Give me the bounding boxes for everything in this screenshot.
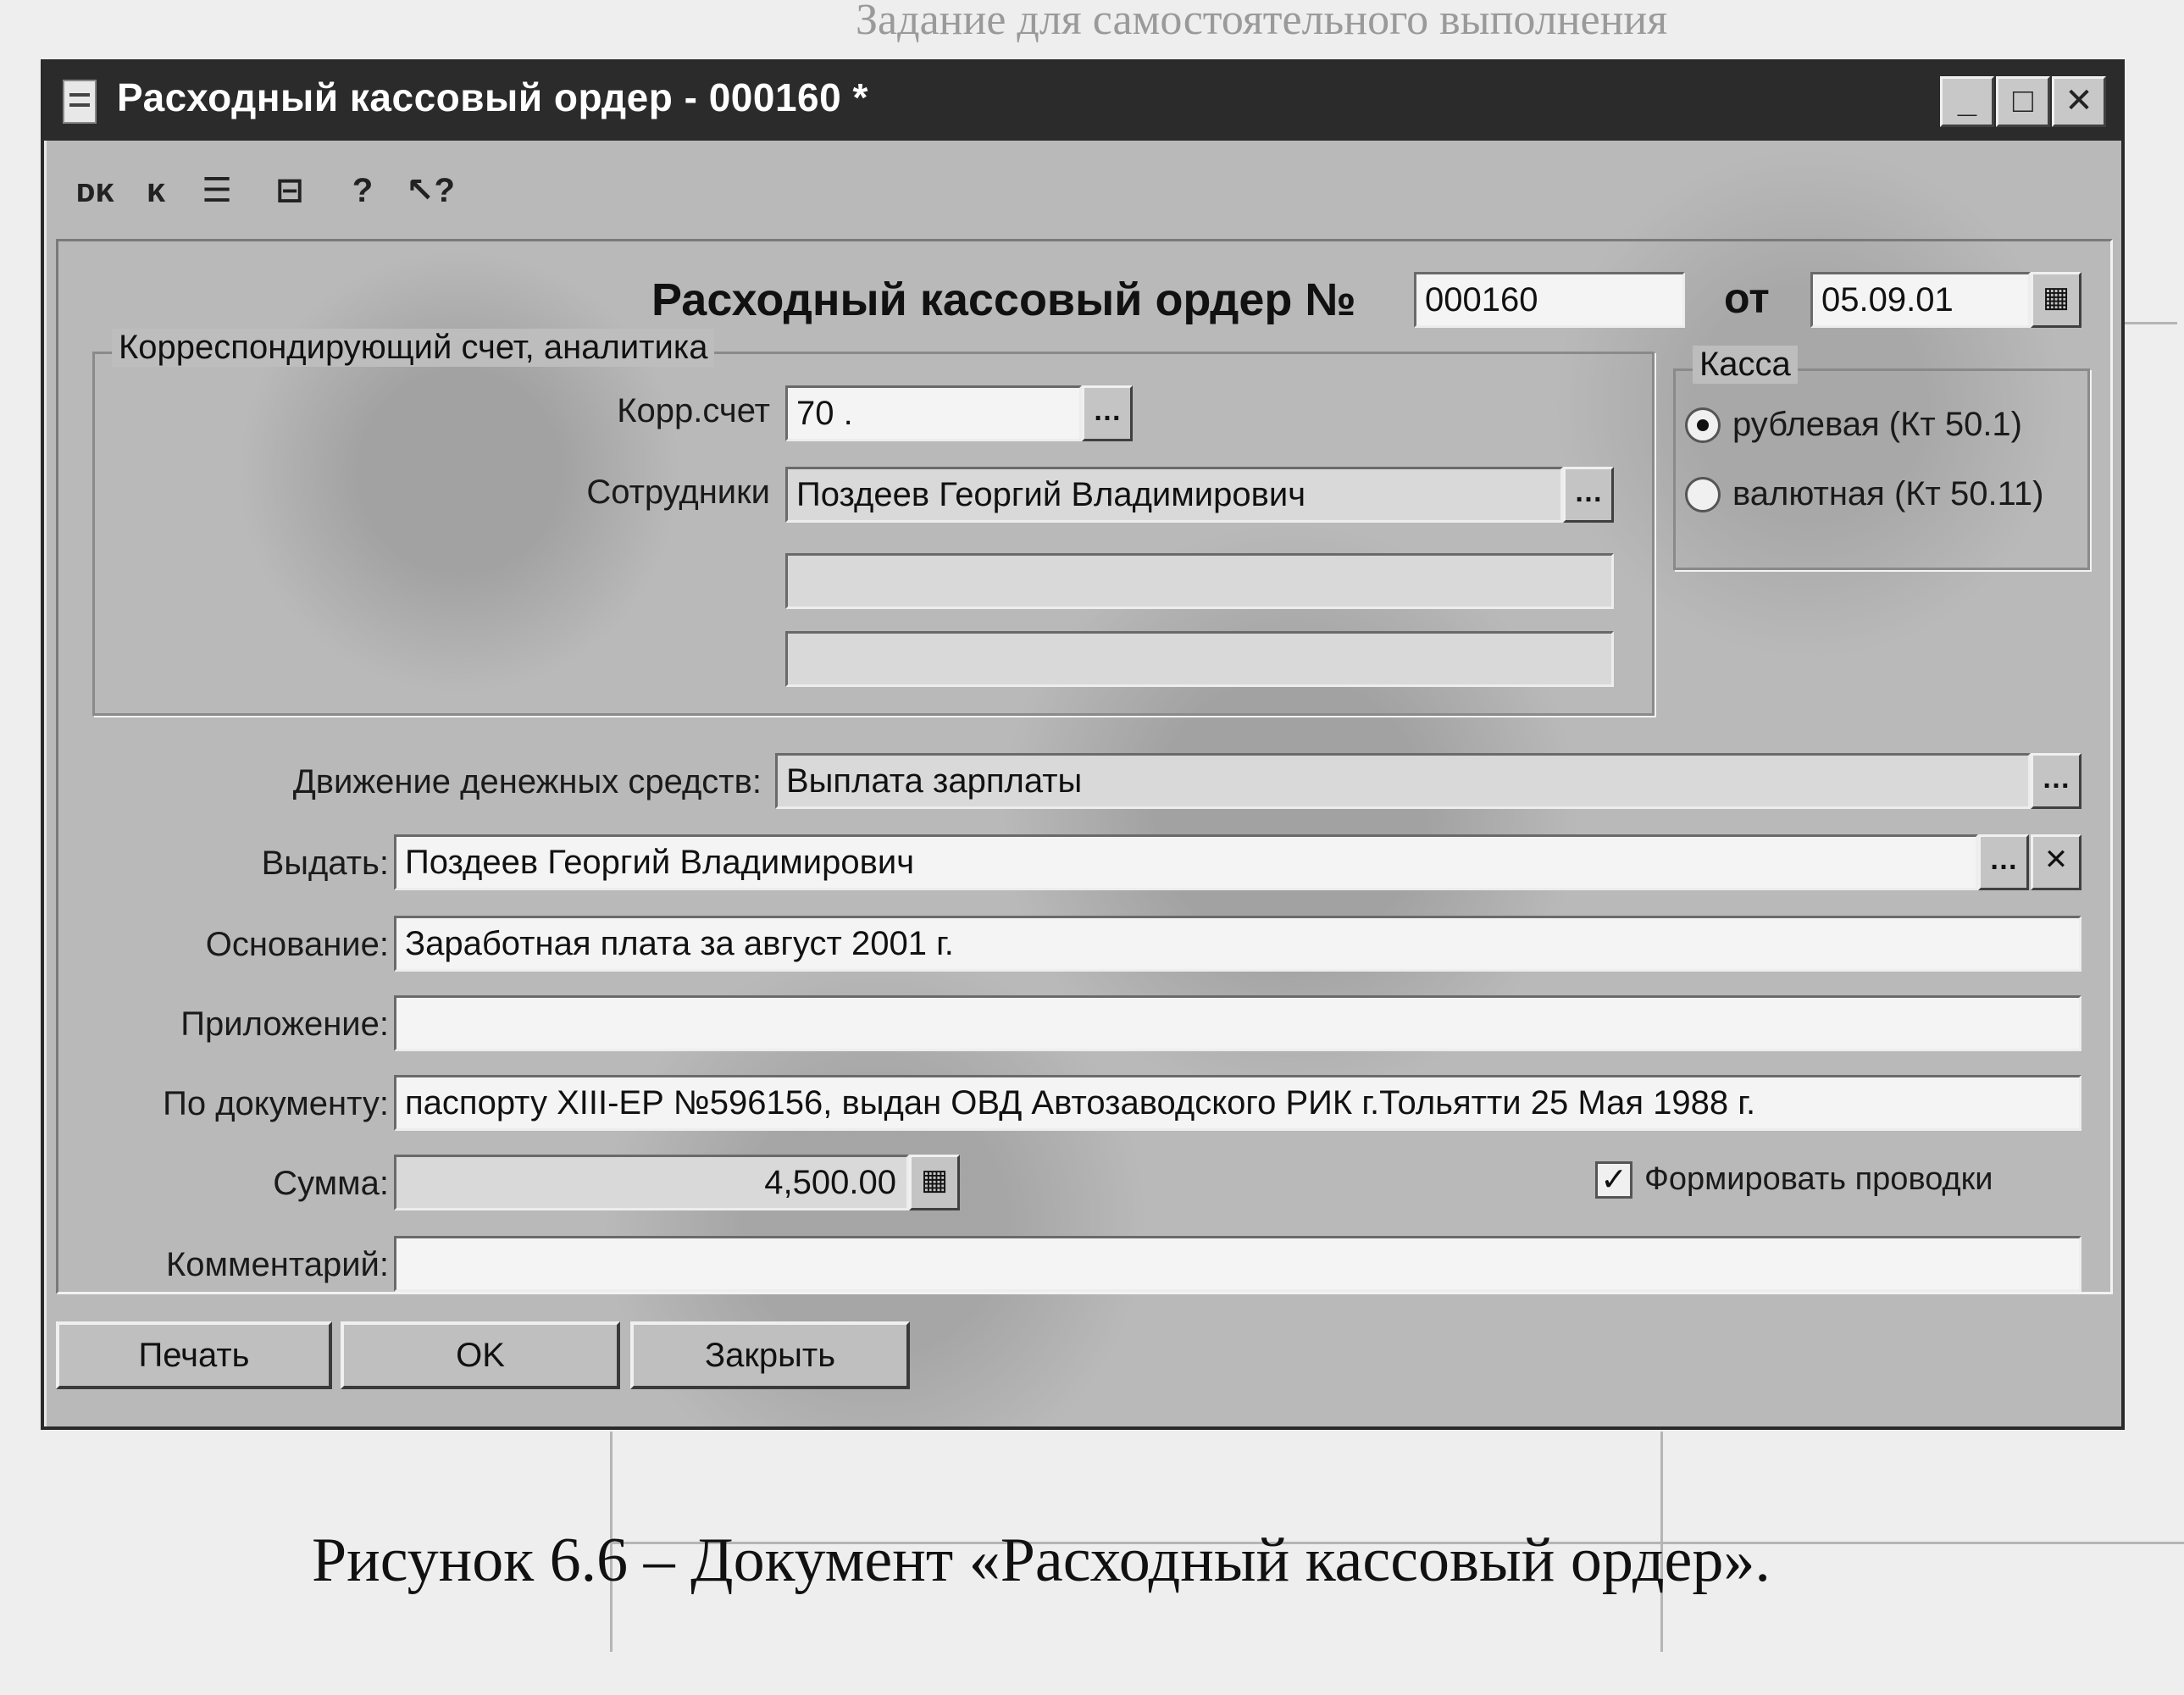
corr-account-input[interactable]: 70 .	[785, 385, 1082, 441]
attachment-label: Приложение:	[180, 1005, 389, 1043]
basis-label: Основание:	[205, 926, 389, 963]
document-icon	[63, 80, 97, 124]
comment-input[interactable]	[394, 1236, 2081, 1292]
issue-input[interactable]: Поздеев Георгий Владимирович	[394, 834, 1978, 890]
subconto-3-input[interactable]	[785, 631, 1614, 687]
title-bar[interactable]	[44, 63, 2121, 141]
kassa-group-title: Касса	[1693, 346, 1798, 384]
print-button[interactable]: Печать	[56, 1321, 332, 1389]
comment-label: Комментарий:	[165, 1246, 389, 1283]
maximize-button[interactable]: □	[1996, 76, 2050, 127]
window-title: Расходный кассовый ордер - 000160 *	[117, 75, 868, 119]
cash-flow-label: Движение денежных средств:	[292, 763, 762, 800]
corr-account-label: Корр.счет	[617, 392, 770, 429]
basis-input[interactable]: Заработная плата за август 2001 г.	[394, 916, 2081, 972]
date-input[interactable]: 05.09.01	[1810, 272, 2031, 328]
postings-checkbox[interactable]: ✓	[1595, 1161, 1632, 1199]
cash-order-window	[41, 59, 2125, 1430]
whats-this-icon[interactable]: ↖?	[406, 172, 455, 209]
clear-icon[interactable]: ✕	[2031, 834, 2081, 890]
help-icon[interactable]: ?	[352, 172, 374, 209]
document-input[interactable]: паспорту XIII-ЕР №596156, выдан ОВД Автозаводского РИК г.Тольятти 25 Мая 1988 г.	[394, 1075, 2081, 1131]
calendar-icon[interactable]: ▦	[2031, 272, 2081, 328]
corr-account-select-button[interactable]: …	[1082, 385, 1133, 441]
kassa-val-radio[interactable]	[1685, 477, 1721, 512]
document-label: По документу:	[163, 1085, 389, 1122]
form-panel	[56, 239, 2113, 1294]
sum-label: Сумма:	[273, 1165, 389, 1202]
order-number-input[interactable]: 000160	[1414, 272, 1685, 328]
cash-flow-select-button[interactable]: …	[2031, 753, 2081, 809]
list-icon[interactable]: ☰	[202, 172, 232, 209]
cash-flow-input[interactable]: Выплата зарплаты	[775, 753, 2031, 809]
date-label: от	[1724, 274, 1770, 322]
employee-input[interactable]: Поздеев Георгий Владимирович	[785, 467, 1563, 523]
dt-kt-icon[interactable]: ᴅᴋ	[75, 172, 114, 209]
kassa-rub-label[interactable]: рублевая (Кт 50.1)	[1732, 406, 2022, 443]
sum-input[interactable]: 4,500.00	[394, 1155, 909, 1210]
close-window-button[interactable]: ✕	[2052, 76, 2106, 127]
employee-select-button[interactable]: …	[1563, 467, 1614, 523]
subconto-2-input[interactable]	[785, 553, 1614, 609]
figure-caption: Рисунок 6.6 – Документ «Расходный кассовый ордер».	[312, 1526, 1771, 1595]
issue-select-button[interactable]: …	[1978, 834, 2029, 890]
kt-icon[interactable]: ᴋ	[146, 172, 166, 209]
ok-button[interactable]: OK	[341, 1321, 620, 1389]
attachment-input[interactable]	[394, 995, 2081, 1051]
kassa-val-label[interactable]: валютная (Кт 50.11)	[1732, 475, 2044, 512]
minimize-button[interactable]: _	[1940, 76, 1994, 127]
calculator-icon[interactable]: ▦	[909, 1155, 960, 1210]
kassa-group	[1673, 346, 2090, 570]
postings-label[interactable]: Формировать проводки	[1644, 1161, 1993, 1197]
kassa-rub-radio[interactable]	[1685, 407, 1721, 443]
insert-icon[interactable]: ⊟	[275, 172, 304, 209]
issue-label: Выдать:	[261, 845, 389, 882]
employees-label: Сотрудники	[586, 474, 770, 511]
corr-group-title: Корреспондирующий счет, аналитика	[112, 329, 714, 367]
page-title: Расходный кассовый ордер №	[651, 274, 1356, 325]
close-button[interactable]: Закрыть	[630, 1321, 910, 1389]
